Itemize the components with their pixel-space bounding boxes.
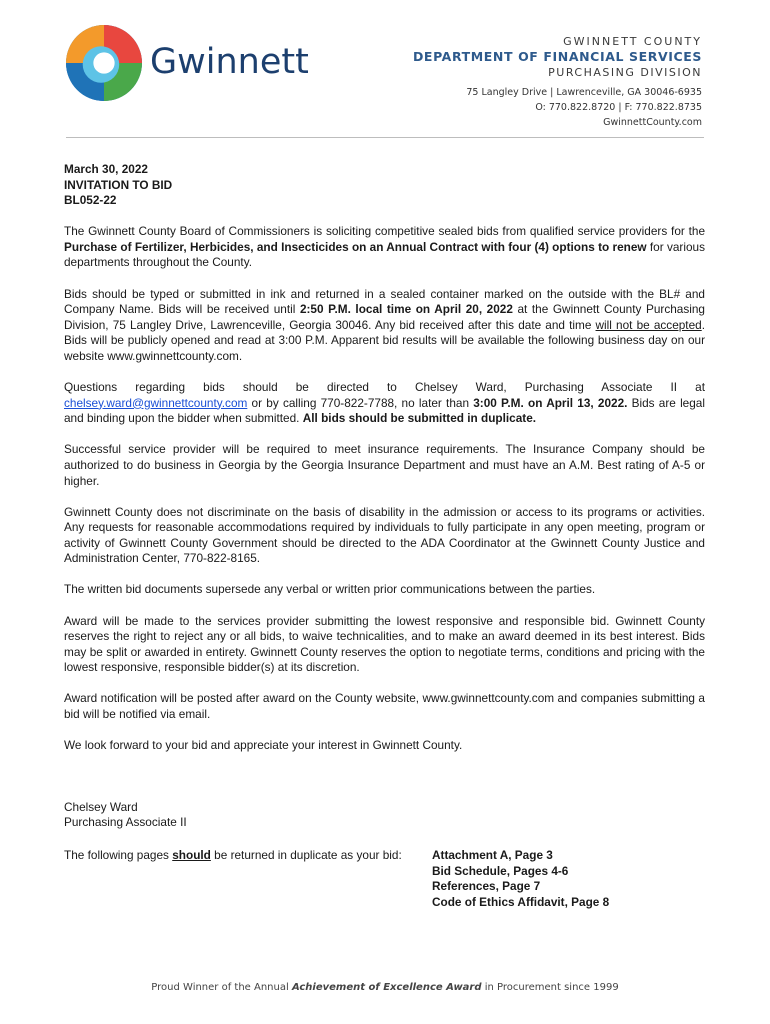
division-name: PURCHASING DIVISION — [548, 66, 702, 79]
list-item: References, Page 7 — [432, 879, 541, 894]
returned-pages — [64, 848, 705, 910]
email-link[interactable]: chelsey.ward@gwinnettcounty.com — [64, 395, 248, 410]
returned-pages-label: The following pages should be returned in duplicate as your bid: — [64, 847, 402, 862]
signature-block — [64, 800, 705, 831]
phone-fax: O: 770.822.8720 | F: 770.822.8735 — [535, 102, 702, 113]
signer-name: Chelsey Ward — [64, 799, 138, 814]
letterhead — [413, 34, 702, 130]
paragraph-ada: Gwinnett County does not discriminate on the basis of disability in the admission or access to its programs or activities. Any requests for reasonable accommodations required by individuals to fully participate in any open meeting, program or activity of Gwinnett County Government should be directed to the ADA Coordinator at the Gwinnett County Justice and Administration Center, 770-822-8165. — [64, 504, 705, 566]
returned-pages-list — [432, 848, 609, 910]
letter-meta — [64, 162, 705, 209]
signer-title: Purchasing Associate II — [64, 815, 187, 830]
paragraph-award: Award will be made to the services provider submitting the lowest responsive and responsible bid. Gwinnett County reserves the right to reject any or all bids, to waive technicalities, and to make an award deemed in its best interest. Bids may be split or awarded in entirety. Gwinnett County reserves the option to negotiate terms, conditions and pricing with the lowest responsive, responsible bidder(s) at its discretion. — [64, 613, 705, 675]
document-type: INVITATION TO BID — [64, 177, 173, 192]
address: 75 Langley Drive | Lawrenceville, GA 30046-6935 — [466, 87, 702, 98]
header-divider — [66, 137, 704, 138]
logo-wordmark: Gwinnett — [150, 42, 309, 82]
list-item: Attachment A, Page 3 — [432, 847, 553, 862]
paragraph-intro: The Gwinnett County Board of Commissioners is soliciting competitive sealed bids from qualified service providers for the Purchase of Fertilizer, Herbicides, and Insecticides on an Annual Contract with four (4) options to renew for various departments throughout the County. — [64, 224, 706, 270]
letter-body — [64, 162, 705, 910]
website: GwinnettCounty.com — [603, 117, 702, 128]
paragraph-submission: Bids should be typed or submitted in ink and returned in a sealed container marked on the outside with the BL# and Company Name. Bids will be received until 2:50 P.M. local time on April 20, 2022 at the Gwinnett County Purchasing Division, 75 Langley Drive, Lawrenceville, Georgia 30046. Any bid received after this date and time will not be accepted. Bids will be publicly opened and read at 3:00 P.M. Apparent bid results will be available the following business day on our website www.gwinnettcounty.com. — [64, 286, 705, 363]
paragraph-insurance: Successful service provider will be required to meet insurance requirements. The Insurance Company should be authorized to do business in Georgia by the Georgia Insurance Department and must have an A.M. Best rating of A-5 or higher. — [64, 442, 705, 488]
letter-date: March 30, 2022 — [64, 162, 148, 176]
county-name: GWINNETT COUNTY — [563, 35, 702, 48]
paragraph-notification: Award notification will be posted after award on the County website, www.gwinnettcounty.com and companies submitting a bid will be notified via email. — [64, 691, 705, 722]
footer-award-note: Proud Winner of the Annual Achievement of Excellence Award in Procurement since 1999 — [151, 982, 619, 993]
paragraph-supersede: The written bid documents supersede any verbal or written prior communications between the parties. — [64, 582, 596, 597]
list-item: Code of Ethics Affidavit, Page 8 — [432, 894, 610, 909]
department-name: DEPARTMENT OF FINANCIAL SERVICES — [412, 49, 702, 64]
bid-number: BL052-22 — [64, 193, 117, 208]
list-item: Bid Schedule, Pages 4-6 — [432, 863, 569, 878]
gwinnett-logo-icon — [66, 25, 142, 101]
paragraph-closing: We look forward to your bid and appreciate your interest in Gwinnett County. — [64, 738, 463, 753]
paragraph-questions: Questions regarding bids should be directed to Chelsey Ward, Purchasing Associate II at chelsey.ward@gwinnettcounty.com or by calling 770-822-7788, no later than 3:00 P.M. on April 13, 2022. Bids are legal and binding upon the bidder when submitted. All bids should be submitted in duplicate. — [64, 380, 705, 426]
